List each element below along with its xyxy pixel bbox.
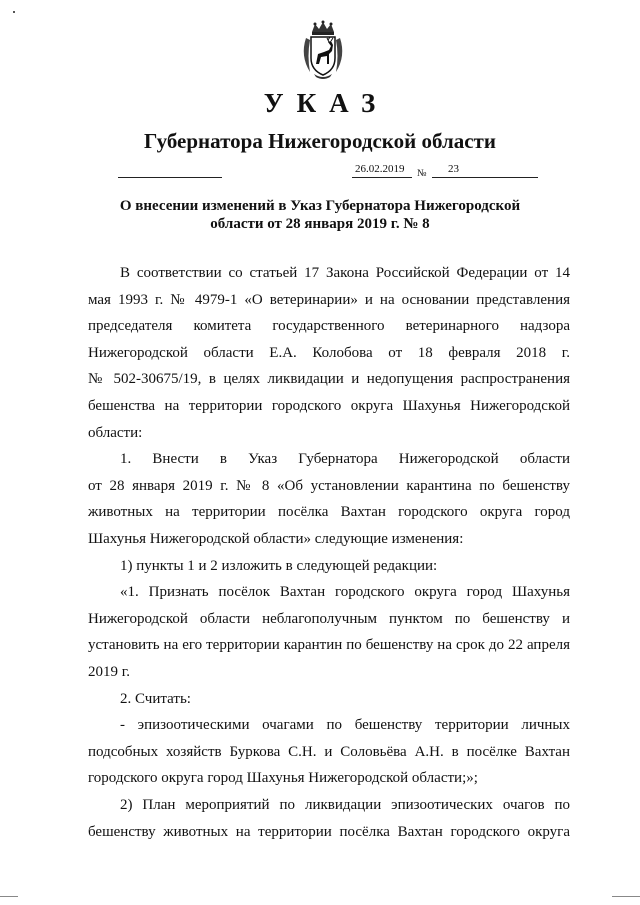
body-line: городского округа город Шахунья Нижегородской области;»; <box>88 770 478 787</box>
scan-edge-mark-left <box>0 896 18 897</box>
body-line: от 28 января 2019 г. № 8 «Об установлении карантина по бешенству <box>88 477 570 494</box>
body-line: «1. Признать посёлок Вахтан городского округа город Шахунья <box>120 584 570 601</box>
body-line: установить на его территории карантин по бешенству на срок до 22 апреля <box>88 637 570 654</box>
body-line: Нижегородской области Е.А. Колобова от 18 февраля 2018 г. <box>88 344 570 361</box>
document-heading <box>100 197 540 233</box>
scan-speck <box>13 11 15 13</box>
document-type-title: УКАЗ <box>263 88 389 118</box>
body-line: области: <box>88 424 143 441</box>
body-line: 1) пункты 1 и 2 изложить в следующей редакции: <box>120 557 438 574</box>
document-number: 23 <box>448 163 459 175</box>
body-line: 2019 г. <box>88 664 130 680</box>
body-line: 2. Считать: <box>120 690 191 707</box>
body-line: 1. Внести в Указ Губернатора Нижегородской области <box>120 451 570 468</box>
scan-edge-mark-right <box>612 896 640 897</box>
body-line: В соответствии со статьей 17 Закона Российской Федерации от 14 <box>120 265 570 281</box>
body-line: 2) План мероприятий по ликвидации эпизоотических очагов по <box>120 797 570 813</box>
coat-of-arms-emblem <box>300 20 346 80</box>
body-line: председателя комитета государственного ветеринарного надзора <box>88 318 570 335</box>
heading-line-2: области от 28 января 2019 г. № 8 <box>210 216 430 232</box>
body-line: - эпизоотическими очагами по бешенству территории личных <box>120 717 570 734</box>
body-line: бешенства на территории городского округа Шахунья Нижегородской <box>88 398 570 414</box>
date-left-rule <box>118 177 222 178</box>
body-line: Нижегородской области неблагополучным пунктом по бешенству и <box>88 610 570 627</box>
body-line: Шахунья Нижегородской области» следующие изменения: <box>88 531 464 547</box>
body-line: № 502-30675/19, в целях ликвидации и недопущения распространения <box>88 371 570 388</box>
body-line: животных на территории посёлка Вахтан городского округа город <box>88 504 570 521</box>
number-underline <box>432 177 538 178</box>
date-underline <box>352 177 412 178</box>
document-date: 26.02.2019 <box>355 163 405 175</box>
body-line: бешенству животных на территории посёлка Вахтан городского округа <box>88 823 570 840</box>
issuer-subtitle: Губернатора Нижегородской области <box>144 129 496 153</box>
body-line: подсобных хозяйств Буркова С.Н. и Соловьёва А.Н. в посёлке Вахтан <box>88 743 570 760</box>
heading-line-1: О внесении изменений в Указ Губернатора Нижегородской <box>119 198 521 214</box>
number-sign: № <box>417 168 427 179</box>
body-line: мая 1993 г. № 4979-1 «О ветеринарии» и на основании представления <box>88 291 570 308</box>
